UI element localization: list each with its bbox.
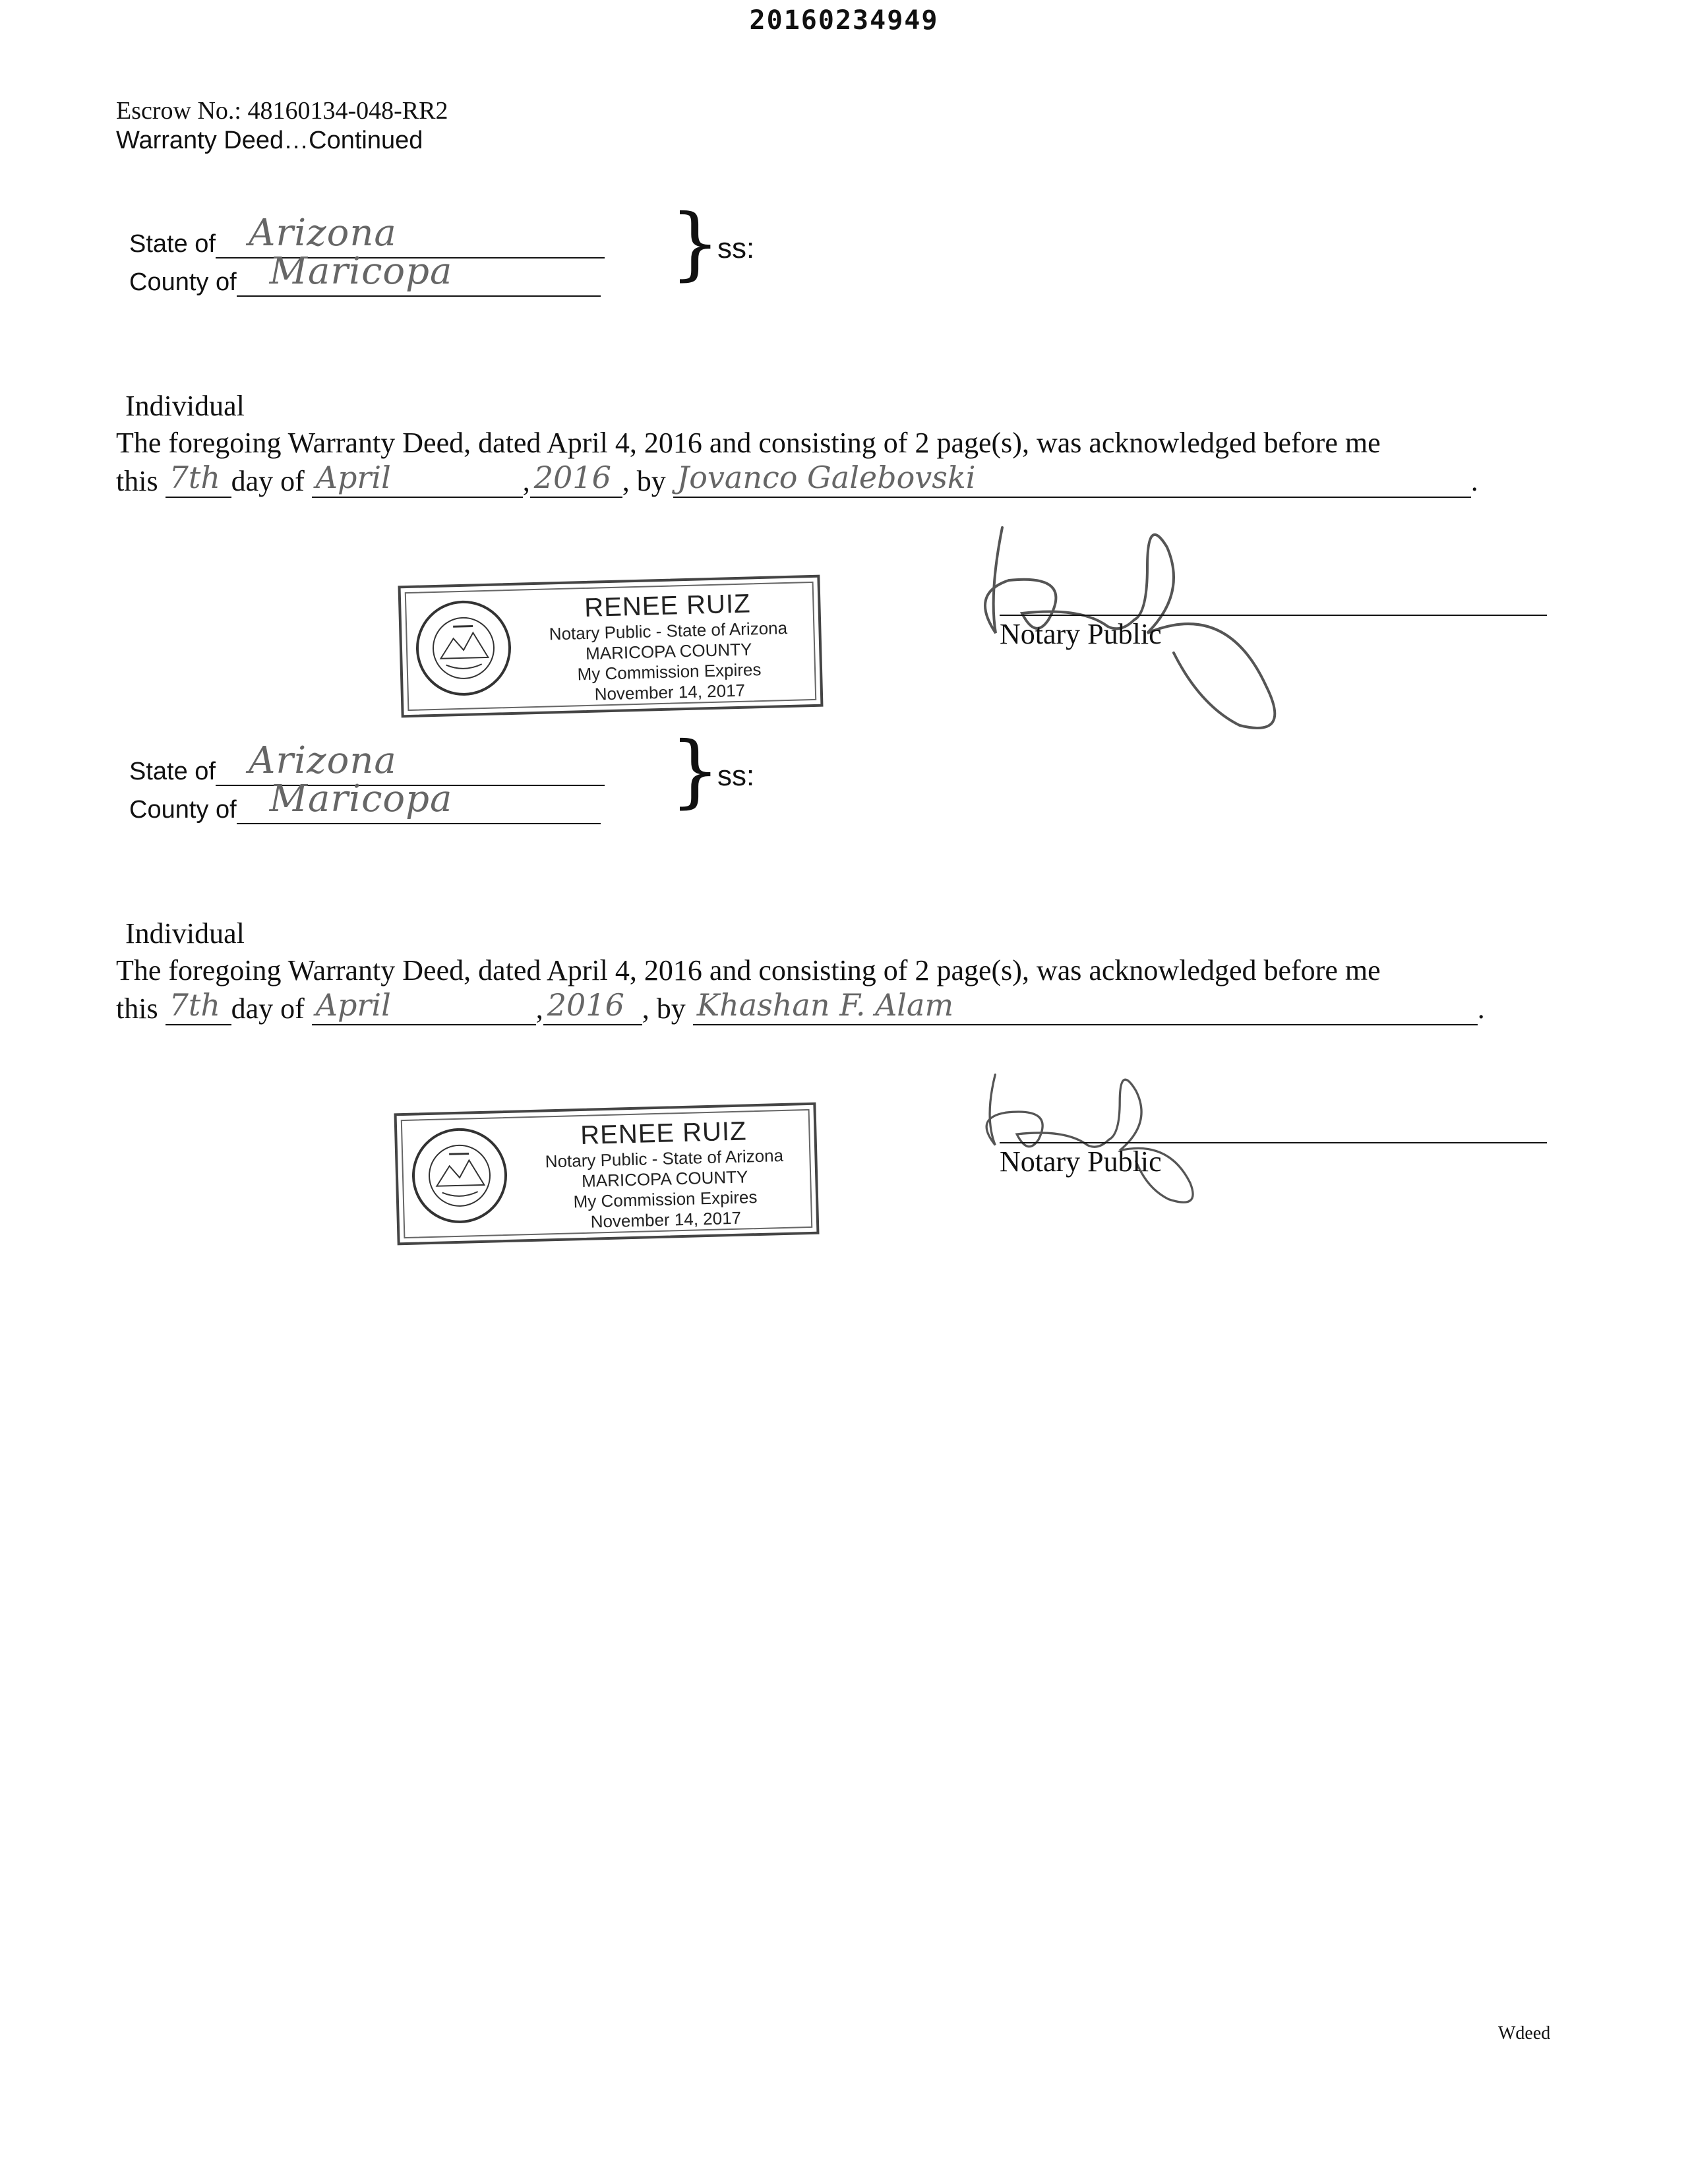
ss-label: ss:	[717, 232, 755, 264]
commission-label: My Commission Expires	[573, 1187, 758, 1212]
brace-glyph: }	[670, 725, 721, 817]
deed-continued-heading: Warranty Deed…Continued	[116, 127, 423, 154]
brace-glyph: }	[670, 198, 721, 289]
commission-date: November 14, 2017	[594, 680, 746, 704]
ss-label: ss:	[717, 760, 755, 792]
stamp-text	[526, 587, 811, 706]
month-handwritten: April	[315, 460, 391, 495]
state-handwritten: Arizona	[248, 212, 397, 255]
county-row	[129, 777, 601, 828]
month-field	[312, 987, 536, 1025]
notary-title: Notary Public - State of Arizona	[545, 1145, 784, 1172]
day-field	[166, 460, 231, 498]
notary-public-label-2: Notary Public	[1000, 1145, 1162, 1178]
venue-block-1	[129, 198, 789, 303]
escrow-number: Escrow No.: 48160134-048-RR2	[116, 97, 448, 125]
year-handwritten: 2016	[533, 460, 611, 495]
county-field	[237, 250, 601, 297]
state-handwritten: Arizona	[248, 739, 397, 782]
notary-county: MARICOPA COUNTY	[585, 639, 752, 663]
state-seal-icon	[409, 1125, 510, 1227]
day-field	[166, 987, 231, 1025]
notary-signature-line-2	[1000, 1141, 1547, 1143]
stamp-text	[522, 1114, 807, 1234]
state-label: State of	[129, 758, 216, 785]
commission-label: My Commission Expires	[577, 659, 762, 684]
notary-name: RENEE RUIZ	[584, 589, 752, 623]
county-label: County of	[129, 268, 237, 296]
signer-handwritten: Jovanco Galebovski	[677, 460, 976, 495]
individual-heading-2: Individual	[125, 917, 245, 950]
notary-title: Notary Public - State of Arizona	[549, 617, 788, 644]
county-field	[237, 777, 601, 824]
year-field	[543, 987, 642, 1025]
county-label: County of	[129, 796, 237, 824]
notary-name: RENEE RUIZ	[580, 1116, 748, 1151]
day-handwritten: 7th	[169, 460, 220, 495]
county-handwritten: Maricopa	[269, 250, 453, 293]
form-code: Wdeed	[1498, 2023, 1551, 2044]
year-field	[530, 460, 622, 498]
notary-stamp-1	[398, 575, 823, 718]
document-number: 20160234949	[749, 5, 939, 36]
notary-signature-2	[963, 1048, 1266, 1220]
venue-block-2	[129, 725, 789, 831]
notary-signature-line-1	[1000, 613, 1547, 616]
notary-stamp-2	[394, 1103, 819, 1246]
ack-fill-line-2: this 7th day of April , 2016 , by Khashan F. Alam .	[116, 987, 1485, 1025]
commission-date: November 14, 2017	[590, 1207, 742, 1232]
state-label: State of	[129, 230, 216, 258]
state-seal-icon	[413, 597, 514, 699]
month-field	[312, 460, 523, 498]
county-handwritten: Maricopa	[269, 777, 453, 820]
day-handwritten: 7th	[169, 987, 220, 1023]
year-handwritten: 2016	[547, 987, 624, 1023]
county-row	[129, 250, 601, 301]
month-handwritten: April	[315, 987, 391, 1023]
ack-text-2: The foregoing Warranty Deed, dated April 4, 2016 and consisting of 2 page(s), was acknowledged before me	[116, 954, 1381, 986]
notary-public-label-1: Notary Public	[1000, 618, 1162, 650]
notary-county: MARICOPA COUNTY	[581, 1167, 748, 1191]
ack-fill-line-1: this 7th day of April , 2016 , by Jovanco Galebovski .	[116, 460, 1478, 497]
individual-heading-1: Individual	[125, 390, 245, 422]
ack-text-1: The foregoing Warranty Deed, dated April 4, 2016 and consisting of 2 page(s), was acknowledged before me	[116, 427, 1381, 459]
signer-handwritten: Khashan F. Alam	[696, 987, 954, 1023]
